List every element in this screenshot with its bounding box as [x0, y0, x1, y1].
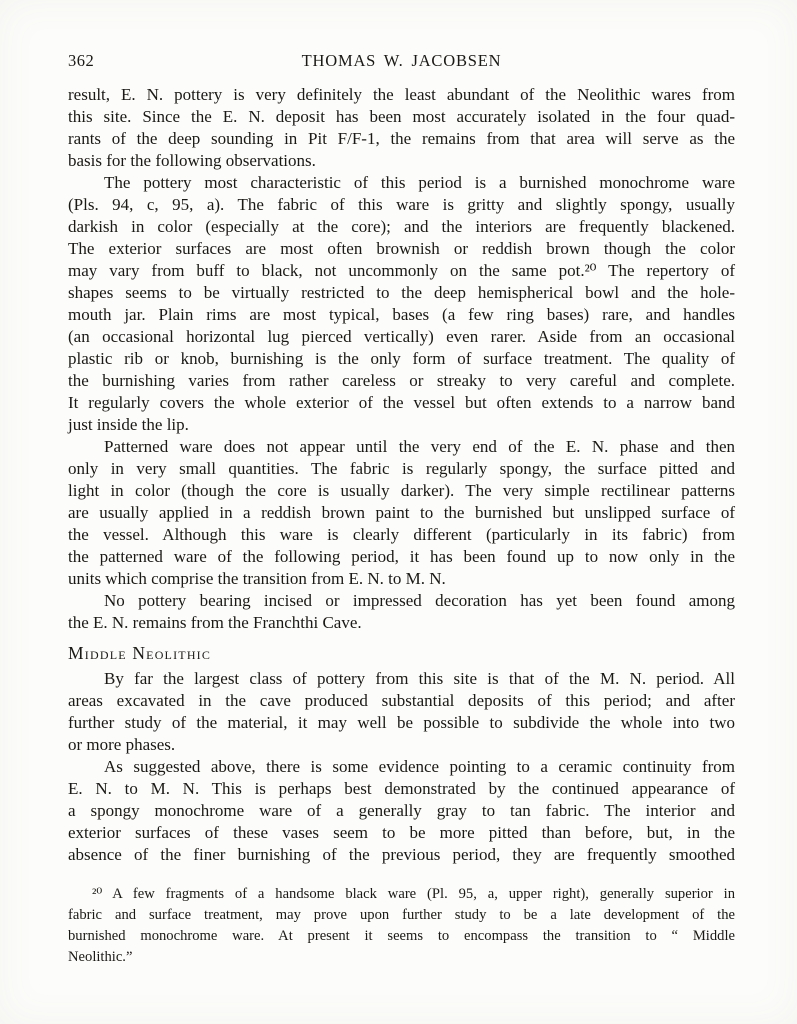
text-line: E. N. to M. N. This is perhaps best demonstrated by the continued appearance of: [68, 779, 735, 798]
text-line: absence of the finer burnishing of the previous period, they are frequently smoothed: [68, 845, 735, 864]
text-line: the vessel. Although this ware is clearly different (particularly in its fabric) from: [68, 525, 735, 544]
text-line: It regularly covers the whole exterior of the vessel but often extends to a narrow band: [68, 393, 735, 412]
text-line: a spongy monochrome ware of a generally gray to tan fabric. The interior and: [68, 801, 735, 820]
paragraph-4: [68, 590, 735, 634]
text-line: or more phases.: [68, 735, 176, 754]
footnote-line: ²⁰ A few fragments of a handsome black ware (Pl. 95, a, upper right), generally superior in: [92, 886, 735, 902]
text-line: Patterned ware does not appear until the very end of the E. N. phase and then: [104, 437, 735, 456]
text-line: units which comprise the transition from E. N. to M. N.: [68, 569, 446, 588]
text-line: mouth jar. Plain rims are most typical, bases (a few ring bases) rare, and handles: [68, 305, 735, 324]
paragraph-5: [68, 668, 735, 756]
text-line: By far the largest class of pottery from this site is that of the M. N. period. All: [104, 669, 735, 688]
text-line: areas excavated in the cave produced substantial deposits of this period; and after: [68, 691, 735, 710]
text-line: light in color (though the core is usually darker). The very simple rectilinear patterns: [68, 481, 735, 500]
text-line: just inside the lip.: [68, 415, 189, 434]
text-line: only in very small quantities. The fabric is regularly spongy, the surface pitted and: [68, 459, 735, 478]
text-line: (Pls. 94, c, 95, a). The fabric of this ware is gritty and slightly spongy, usually: [68, 195, 735, 214]
article-body: [68, 84, 735, 866]
text-line: darkish in color (especially at the core); and the interiors are frequently blackened.: [68, 217, 735, 236]
paragraph-2: [68, 172, 735, 436]
text-line: As suggested above, there is some evidence pointing to a ceramic continuity from: [104, 757, 735, 776]
text-line: The exterior surfaces are most often brownish or reddish brown though the color: [68, 239, 735, 258]
text-line: the patterned ware of the following period, it has been found up to now only in the: [68, 547, 735, 566]
text-line: the burnishing varies from rather careless or streaky to very careful and complete.: [68, 371, 735, 390]
text-line: are usually applied in a reddish brown paint to the burnished but unslipped surface of: [68, 503, 735, 522]
text-line: rants of the deep sounding in Pit F/F-1, the remains from that area will serve as the: [68, 129, 735, 148]
text-line: No pottery bearing incised or impressed decoration has yet been found among: [104, 591, 735, 610]
page-number: 362: [68, 51, 95, 70]
text-line: the E. N. remains from the Franchthi Cave.: [68, 613, 362, 632]
text-line: (an occasional horizontal lug pierced vertically) even rarer. Aside from an occasional: [68, 327, 735, 346]
text-line: basis for the following observations.: [68, 151, 316, 170]
text-line: shapes seems to be virtually restricted to the deep hemispherical bowl and the hole-: [68, 283, 735, 302]
text-line: this site. Since the E. N. deposit has been most accurately isolated in the four quad-: [68, 107, 735, 126]
footnote-line: burnished monochrome ware. At present it seems to encompass the transition to “ Middle: [68, 928, 735, 944]
text-line: result, E. N. pottery is very definitely the least abundant of the Neolithic wares from: [68, 85, 735, 104]
text-line: further study of the material, it may well be possible to subdivide the whole into two: [68, 713, 735, 732]
text-line: plastic rib or knob, burnishing is the only form of surface treatment. The quality of: [68, 349, 735, 368]
section-heading-middle-neolithic: Middle Neolithic: [68, 643, 212, 663]
footnote-20: [68, 884, 735, 968]
footnote-line: Neolithic.”: [68, 949, 133, 965]
running-head: THOMAS W. JACOBSEN: [301, 51, 502, 70]
page-header: [68, 51, 735, 73]
footnote-line: fabric and surface treatment, may prove upon further study to be a late development of the: [68, 907, 735, 923]
text-line: The pottery most characteristic of this period is a burnished monochrome ware: [104, 173, 735, 192]
text-line: exterior surfaces of these vases seem to be more pitted than before, but, in the: [68, 823, 735, 842]
paragraph-1: [68, 84, 735, 172]
paragraph-6: [68, 756, 735, 866]
text-line: may vary from buff to black, not uncommonly on the same pot.²⁰ The repertory of: [68, 261, 735, 280]
paragraph-3: [68, 436, 735, 590]
